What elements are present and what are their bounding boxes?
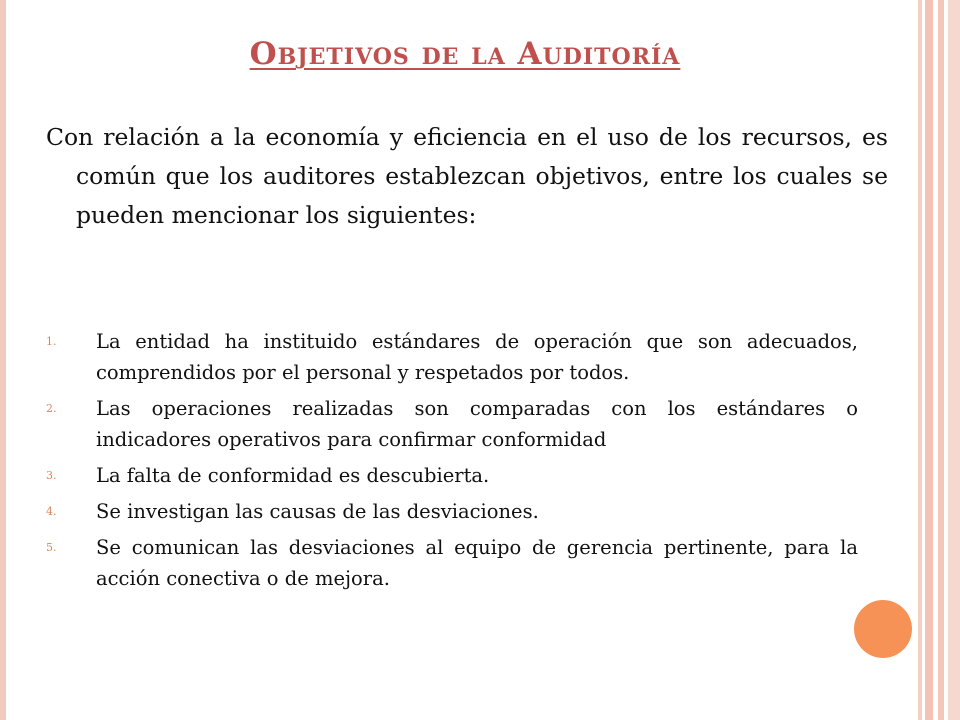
list-item-text: La entidad ha instituido estándares de operación que son adecuados, comprendidos por el personal y respetados por todos. bbox=[96, 330, 858, 384]
left-border-decoration bbox=[0, 0, 6, 720]
list-item-number: 3. bbox=[46, 469, 57, 482]
list-item-number: 1. bbox=[46, 335, 57, 348]
right-stripe-decoration bbox=[948, 0, 960, 720]
right-stripe-decoration bbox=[925, 0, 933, 720]
list-item-number: 4. bbox=[46, 505, 57, 518]
right-stripe-decoration bbox=[938, 0, 944, 720]
list-item-text: Las operaciones realizadas son comparadas con los estándares o indicadores operativos para confirmar conformidad bbox=[96, 397, 858, 451]
list-item-number: 5. bbox=[46, 541, 57, 554]
list-item bbox=[46, 532, 858, 594]
list-item-text: Se comunican las desviaciones al equipo de gerencia pertinente, para la acción conectiva o de mejora. bbox=[96, 536, 858, 590]
list-item bbox=[46, 393, 858, 455]
intro-paragraph: Con relación a la economía y eficiencia en el uso de los recursos, es común que los auditores establezcan objetivos, entre los cuales se pueden mencionar los siguientes: bbox=[46, 123, 888, 229]
slide-title: Objetivos de la Auditoría bbox=[249, 36, 681, 72]
list-item bbox=[46, 460, 858, 491]
list-item bbox=[46, 326, 858, 388]
list-item-number: 2. bbox=[46, 402, 57, 415]
right-stripe-decoration bbox=[918, 0, 922, 720]
list-item-text: Se investigan las causas de las desviaciones. bbox=[96, 500, 539, 523]
objectives-list bbox=[46, 326, 858, 599]
list-item bbox=[46, 496, 858, 527]
orange-circle-decoration bbox=[854, 600, 912, 658]
list-item-text: La falta de conformidad es descubierta. bbox=[96, 464, 490, 487]
